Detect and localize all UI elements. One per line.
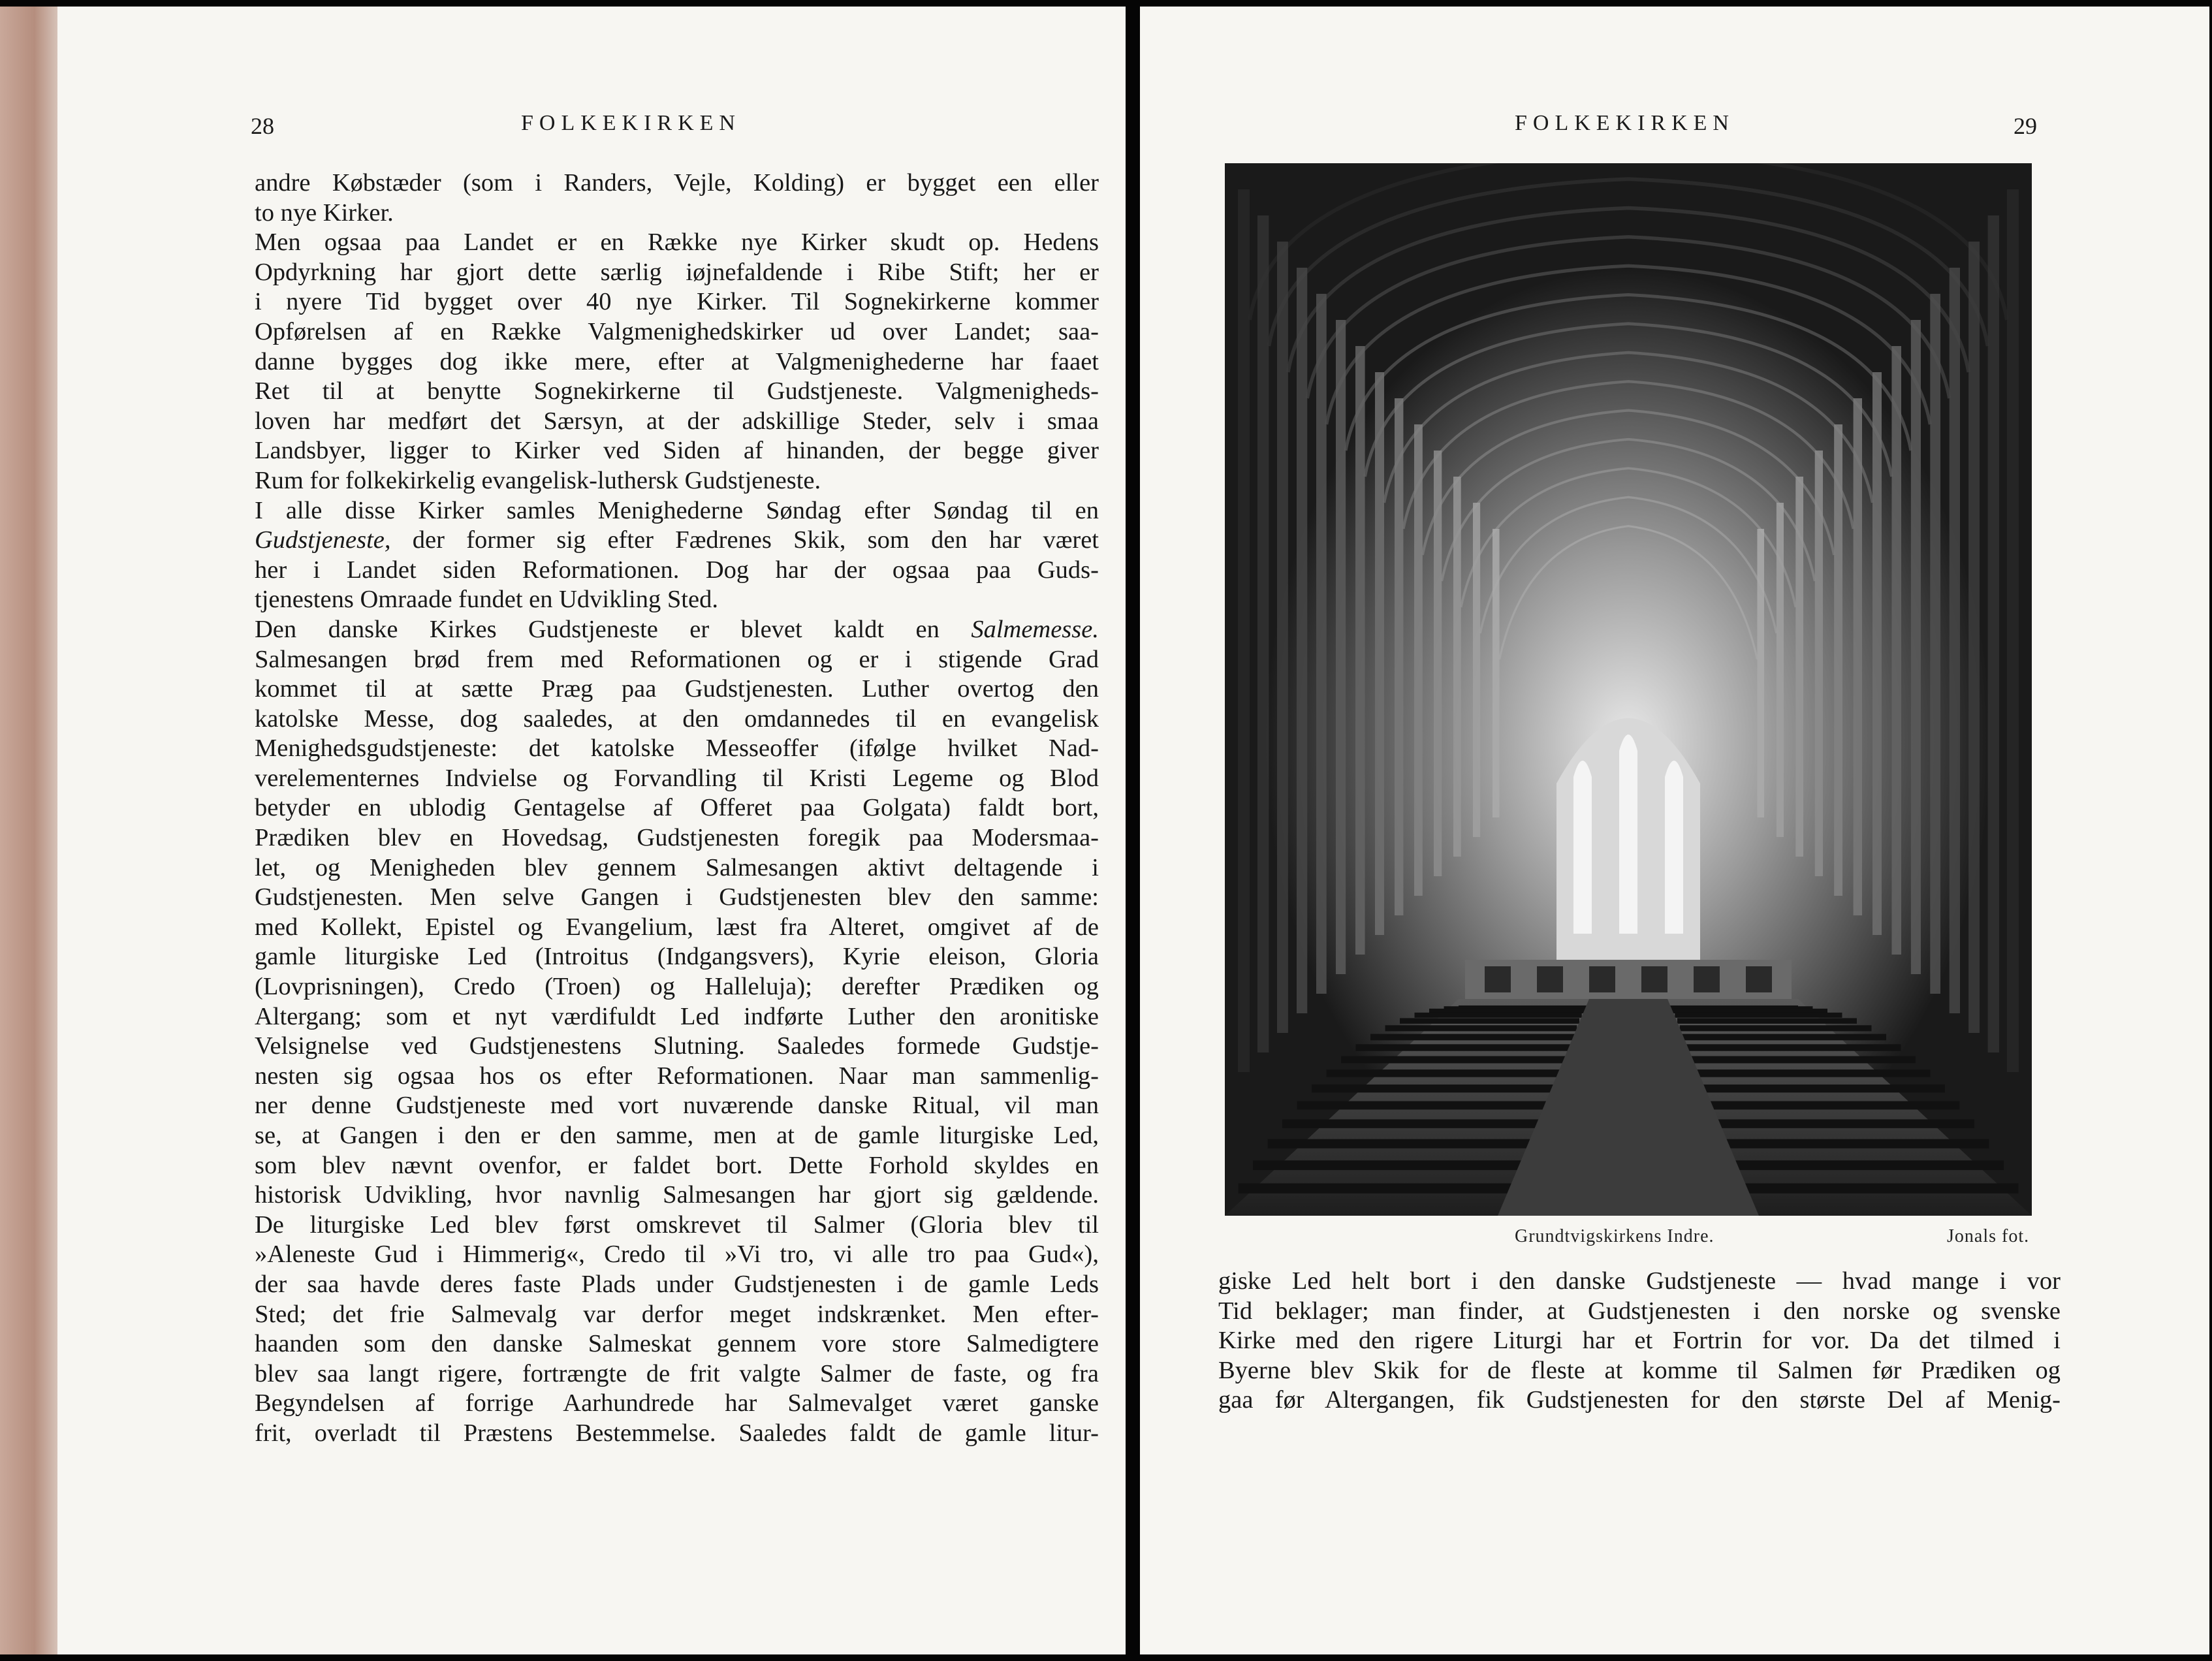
pilaster — [1473, 503, 1480, 837]
pilaster — [1297, 268, 1307, 1013]
pilaster — [1453, 477, 1461, 857]
pew — [1683, 1034, 1887, 1041]
altar-arch — [1746, 966, 1772, 992]
book-edge — [0, 7, 57, 1654]
text-line: her i Landet siden Reformationen. Dog har der ogsaa paa Guds- — [255, 556, 1099, 584]
apse-window — [1573, 761, 1592, 934]
running-head: FOLKEKIRKEN — [1515, 111, 1735, 135]
pilaster — [1777, 503, 1784, 837]
pilaster — [1355, 346, 1365, 955]
pew — [1327, 1069, 1568, 1077]
altar-arch — [1537, 966, 1563, 992]
pew — [1675, 1013, 1842, 1018]
pilaster — [1277, 242, 1288, 1033]
pilaster — [1316, 294, 1327, 994]
text-line: nesten sig ogsaa hos os efter Reformationen. Naar man sammenlig- — [255, 1062, 1099, 1090]
pew — [1341, 1056, 1570, 1064]
text-line: Landsbyer, ligger to Kirker ved Siden af hinanden, der begge giver — [255, 437, 1099, 465]
text-line: historisk Udvikling, hvor navnlig Salmesangen har gjort sig gældende. — [255, 1181, 1099, 1209]
text-line: Den danske Kirkes Gudstjeneste er blevet kaldt en Salmemesse. — [255, 615, 1099, 643]
text-line: loven har medført det Særsyn, at der adskillige Steder, selv i smaa — [255, 407, 1099, 435]
text-line: Ret til at benytte Sognekirkerne til Gudstjeneste. Valgmenigheds- — [255, 377, 1099, 405]
text-line: Sted; det frie Salmevalg var derfor meget indskrænket. Men efter- — [255, 1300, 1099, 1328]
pew — [1704, 1183, 2018, 1193]
text-line: Kirke med den rigere Liturgi har et Fortrin for vor. Da det tilmed i — [1218, 1327, 2061, 1355]
pew — [1697, 1119, 1974, 1128]
text-line: Tid beklager; man finder, at Gudstjenesten i den norske og svenske — [1218, 1297, 2061, 1325]
pilaster — [1988, 215, 1999, 1052]
pew — [1415, 1013, 1582, 1018]
pilaster — [1815, 451, 1823, 876]
pew — [1699, 1139, 1989, 1148]
pilaster — [1872, 372, 1882, 935]
pew — [1400, 1018, 1579, 1024]
pilaster — [1375, 372, 1384, 935]
body-text — [1218, 1267, 2061, 1416]
text-line: danne bygges dog ikke mere, efter at Valgmenighederne har faaet — [255, 347, 1099, 375]
text-line: Men ogsaa paa Landet er en Række nye Kirker skudt op. Hedens — [255, 229, 1099, 257]
altar-arch — [1589, 966, 1615, 992]
running-head: FOLKEKIRKEN — [521, 111, 741, 135]
text-line: let, og Menigheden blev gennem Salmesangen aktivt deltagende i — [255, 853, 1099, 881]
text-line: Prædiken blev en Hovedsag, Gudstjenesten foregik paa Modersmaa- — [255, 824, 1099, 852]
text-line: De liturgiske Led blev først omskrevet til Salmer (Gloria blev til — [255, 1210, 1099, 1239]
text-line: som blev nævnt ovenfor, er faldet bort. Dette Forhold skyldes en — [255, 1151, 1099, 1179]
text-line: to nye Kirker. — [255, 198, 394, 227]
text-line: tjenestens Omraade fundet en Udvikling Sted. — [255, 586, 718, 614]
left-page — [57, 7, 1126, 1654]
pew — [1687, 1056, 1916, 1064]
page-number: 28 — [251, 113, 274, 139]
pew — [1385, 1025, 1577, 1031]
pew — [1677, 1018, 1857, 1024]
pew — [1684, 1044, 1901, 1051]
pew — [1702, 1160, 2004, 1170]
text-line: verelementernes Indvielse og Forvandling til Kristi Legeme og Blod — [255, 764, 1099, 792]
pilaster — [1795, 477, 1803, 857]
altar-arch — [1641, 966, 1667, 992]
text-line: frit, overladt til Præstens Bestemmelse. Saaledes faldt de gamle litur- — [255, 1419, 1099, 1447]
apse-window — [1619, 735, 1637, 934]
pew — [1282, 1119, 1560, 1128]
photo-caption: Grundtvigskirkens Indre. — [1515, 1226, 1714, 1246]
text-line: Gudstjenesten. Men selve Gangen i Gudstjenesten blev den samme: — [255, 883, 1099, 911]
text-line: Rum for folkekirkelig evangelisk-luthersk Gudstjeneste. — [255, 466, 821, 494]
pew — [1694, 1101, 1959, 1110]
text-line: se, at Gangen i den er den samme, men at de gamle liturgiske Led, — [255, 1122, 1099, 1149]
pew — [1312, 1084, 1565, 1092]
pilaster — [2007, 189, 2019, 1072]
photo-credit: Jonals fot. — [1947, 1226, 2030, 1246]
text-line: Velsignelse ved Gudstjenestens Slutning. Saaledes formede Gudstje- — [255, 1032, 1099, 1060]
pew — [1690, 1069, 1931, 1077]
pew — [1297, 1101, 1562, 1110]
text-line: Menighedsgudstjeneste: det katolske Messeoffer (ifølge hvilket Nad- — [255, 735, 1099, 763]
pilaster — [1854, 398, 1862, 915]
body-text — [255, 168, 1099, 1449]
page-number: 29 — [2014, 113, 2037, 139]
pew — [1370, 1034, 1575, 1041]
pew — [1692, 1084, 1946, 1092]
book-gutter — [1126, 7, 1140, 1654]
text-line: »Aleneste Gud i Himmerig«, Credo til »Vi tro, vi alle tro paa Gud«), — [255, 1241, 1099, 1269]
text-line: betyder en ublodig Gentagelse af Offeret paa Golgata) faldt bort, — [255, 794, 1099, 822]
text-line: Opførelsen af en Række Valgmenighedskirker ud over Landet; saa- — [255, 317, 1099, 345]
pew — [1356, 1044, 1572, 1051]
pew — [1680, 1025, 1872, 1031]
text-line: ner denne Gudstjeneste med vort nuværende danske Ritual, vil man — [255, 1092, 1099, 1120]
text-line: Begyndelsen af forrige Aarhundrede har Salmevalget været ganske — [255, 1389, 1099, 1417]
text-line: blev saa langt rigere, fortrængte de frit valgte Salmer de faste, og fra — [255, 1359, 1099, 1387]
altar-arch — [1485, 966, 1511, 992]
pew — [1268, 1139, 1558, 1148]
apse-window — [1665, 761, 1683, 934]
pilaster — [1414, 424, 1423, 896]
church-interior-photo — [1225, 163, 2032, 1216]
pilaster — [1238, 189, 1250, 1072]
text-line: gamle liturgiske Led (Introitus (Indgangsvers), Kyrie eleison, Gloria — [255, 943, 1099, 971]
pilaster — [1950, 268, 1960, 1013]
text-line: Opdyrkning har gjort dette særlig iøjnefaldende i Ribe Stift; her er — [255, 258, 1099, 286]
pilaster — [1395, 398, 1403, 915]
text-line: giske Led helt bort i den danske Gudstjeneste — hvad mange i vor — [1218, 1267, 2061, 1295]
pew — [1239, 1183, 1553, 1193]
text-line: Byerne blev Skik for de fleste at komme til Salmen før Prædiken og — [1218, 1356, 2061, 1384]
text-line: kommet til at sætte Præg paa Gudstjenesten. Luther overtog den — [255, 675, 1099, 703]
pilaster — [1834, 424, 1842, 896]
text-line: I alle disse Kirker samles Menighederne Søndag efter Søndag til en — [255, 496, 1099, 524]
text-line: med Kollekt, Epistel og Evangelium, læst fra Alteret, omgivet af de — [255, 913, 1099, 941]
text-line: andre Købstæder (som i Randers, Vejle, Kolding) er bygget een eller — [255, 169, 1099, 197]
pilaster — [1434, 451, 1442, 876]
text-line: Salmesangen brød frem med Reformationen og er i stigende Grad — [255, 645, 1099, 673]
pilaster — [1968, 242, 1980, 1033]
text-line: (Lovprisningen), Credo (Troen) og Halleluja); derefter Prædiken og — [255, 973, 1099, 1001]
altar-rail — [1465, 960, 1792, 999]
pilaster — [1336, 320, 1346, 974]
pilaster — [1493, 529, 1500, 817]
text-line: i nyere Tid bygget over 40 nye Kirker. Til Sognekirkerne kommer — [255, 288, 1099, 316]
text-line: katolske Messe, dog saaledes, at den omdannedes til en evangelisk — [255, 704, 1099, 733]
church-interior-image — [1225, 163, 2032, 1216]
text-line: haanden som den danske Salmeskat gennem vore store Salmedigtere — [255, 1330, 1099, 1358]
pew — [1253, 1160, 1555, 1170]
altar-arch — [1694, 966, 1720, 992]
pilaster — [1891, 346, 1901, 955]
pilaster — [1911, 320, 1921, 974]
pilaster — [1930, 294, 1940, 994]
text-line: gaa før Altergangen, fik Gudstjenesten for den største Del af Menig- — [1218, 1386, 2061, 1414]
text-line: Altergang; som et nyt værdifuldt Led indførte Luther den aronitiske — [255, 1002, 1099, 1030]
pilaster — [1257, 215, 1269, 1052]
right-page — [1140, 7, 2209, 1654]
pilaster — [1757, 529, 1764, 817]
text-line: der saa havde deres faste Plads under Gudstjenesten i de gamle Leds — [255, 1270, 1099, 1298]
text-line: Gudstjeneste, der former sig efter Fædrenes Skik, som den har været — [255, 526, 1099, 554]
